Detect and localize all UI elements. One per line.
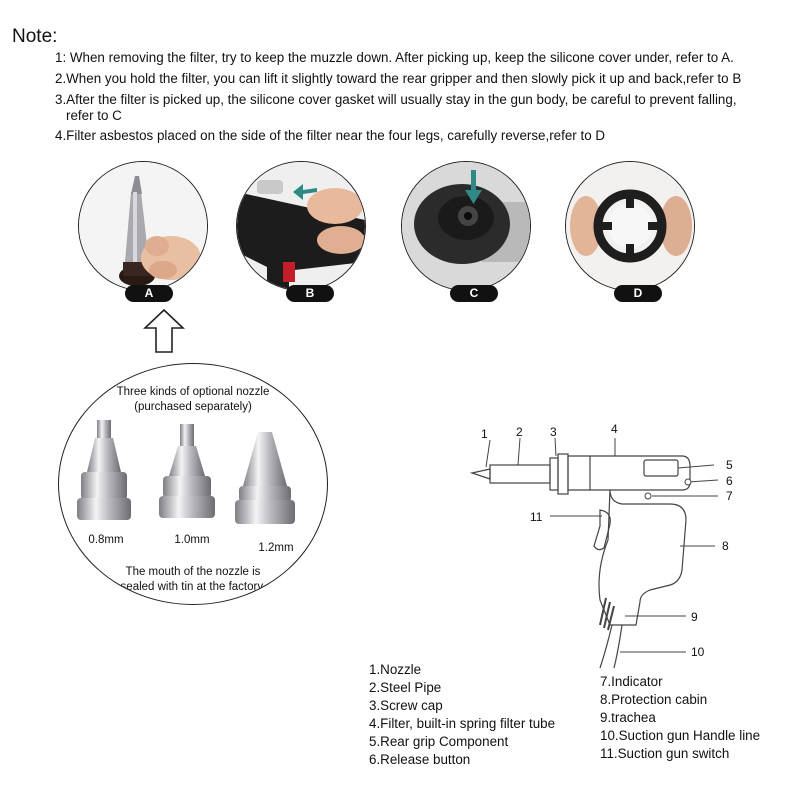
- part-nozzle: [472, 469, 490, 479]
- parts-legend-left: [369, 661, 555, 769]
- step-a-photo: [78, 161, 208, 291]
- legend-item: 9.trachea: [600, 710, 656, 725]
- legend-item: 5.Rear grip Component: [369, 734, 509, 749]
- callout-11: 11: [530, 510, 543, 524]
- step-d-badge: D: [614, 285, 662, 302]
- part-screw-cap: [550, 458, 558, 490]
- callout-2: 2: [516, 425, 523, 439]
- callout-9: 9: [691, 610, 698, 624]
- nozzle-size-3: 1.2mm: [258, 542, 294, 554]
- step-b-badge: B: [286, 285, 334, 302]
- nozzle-size-2: 1.0mm: [174, 534, 210, 546]
- note-item-3-cont: refer to C: [66, 108, 122, 123]
- callout-6: 6: [726, 474, 733, 488]
- legend-item: 3.Screw cap: [369, 698, 443, 713]
- legend-item: 2.Steel Pipe: [369, 680, 442, 695]
- optional-nozzles-panel: [58, 363, 328, 605]
- note-item-2: 2.When you hold the filter, you can lift it slightly toward the rear gripper and then slowly pick it up and back,refer to B: [55, 71, 742, 86]
- callout-3: 3: [550, 425, 557, 439]
- note-title: Note:: [12, 26, 58, 47]
- legend-item: 8.Protection cabin: [600, 692, 708, 707]
- step-c-photo: [401, 161, 531, 291]
- note-item-3: 3.After the filter is picked up, the silicone cover gasket will usually stay in the gun body, be careful to prevent falling,: [55, 92, 737, 107]
- nozzle-size-1: 0.8mm: [88, 534, 124, 546]
- step-c-badge: C: [450, 285, 498, 302]
- nozzle-0-8mm: [77, 420, 131, 520]
- step-d-photo: [565, 161, 695, 291]
- nozzle-1-0mm: [159, 424, 215, 518]
- callout-4: 4: [611, 422, 618, 436]
- callout-8: 8: [722, 539, 729, 553]
- legend-item: 7.Indicator: [600, 674, 663, 689]
- nozzle-tips-illustration: [75, 410, 315, 530]
- step-a-badge: A: [125, 285, 173, 302]
- up-arrow-icon: [143, 308, 185, 354]
- legend-item: 11.Suction gun switch: [600, 746, 730, 761]
- parts-legend-right: [600, 673, 760, 763]
- part-protection-cabin: [599, 490, 686, 625]
- legend-item: 4.Filter, built-in spring filter tube: [369, 716, 556, 731]
- callout-7: 7: [726, 489, 733, 503]
- part-filter: [568, 456, 690, 490]
- note-item-4: 4.Filter asbestos placed on the side of the filter near the four legs, carefully reverse,refer to D: [55, 128, 606, 143]
- nozzles-footer-1: The mouth of the nozzle is: [125, 566, 261, 578]
- part-rear-grip: [644, 460, 678, 476]
- nozzles-footer-2: sealed with tin at the factory.: [120, 581, 266, 593]
- step-b-photo: [236, 161, 366, 291]
- legend-item: 1.Nozzle: [369, 662, 422, 677]
- suction-gun-diagram: [460, 420, 760, 670]
- legend-item: 6.Release button: [369, 752, 471, 767]
- callout-1: 1: [481, 427, 488, 441]
- nozzles-heading-2: (purchased separately): [134, 401, 252, 413]
- nozzle-1-2mm: [235, 432, 295, 524]
- callout-5: 5: [726, 458, 733, 472]
- note-item-1: 1: When removing the filter, try to keep the muzzle down. After picking up, keep the silicone cover under, refer to A.: [55, 50, 734, 65]
- nozzles-heading-1: Three kinds of optional nozzle: [116, 386, 270, 398]
- callout-10: 10: [691, 645, 705, 659]
- part-steel-pipe: [490, 465, 550, 483]
- legend-item: 10.Suction gun Handle line: [600, 728, 761, 743]
- part-screw-cap-ring: [558, 454, 568, 494]
